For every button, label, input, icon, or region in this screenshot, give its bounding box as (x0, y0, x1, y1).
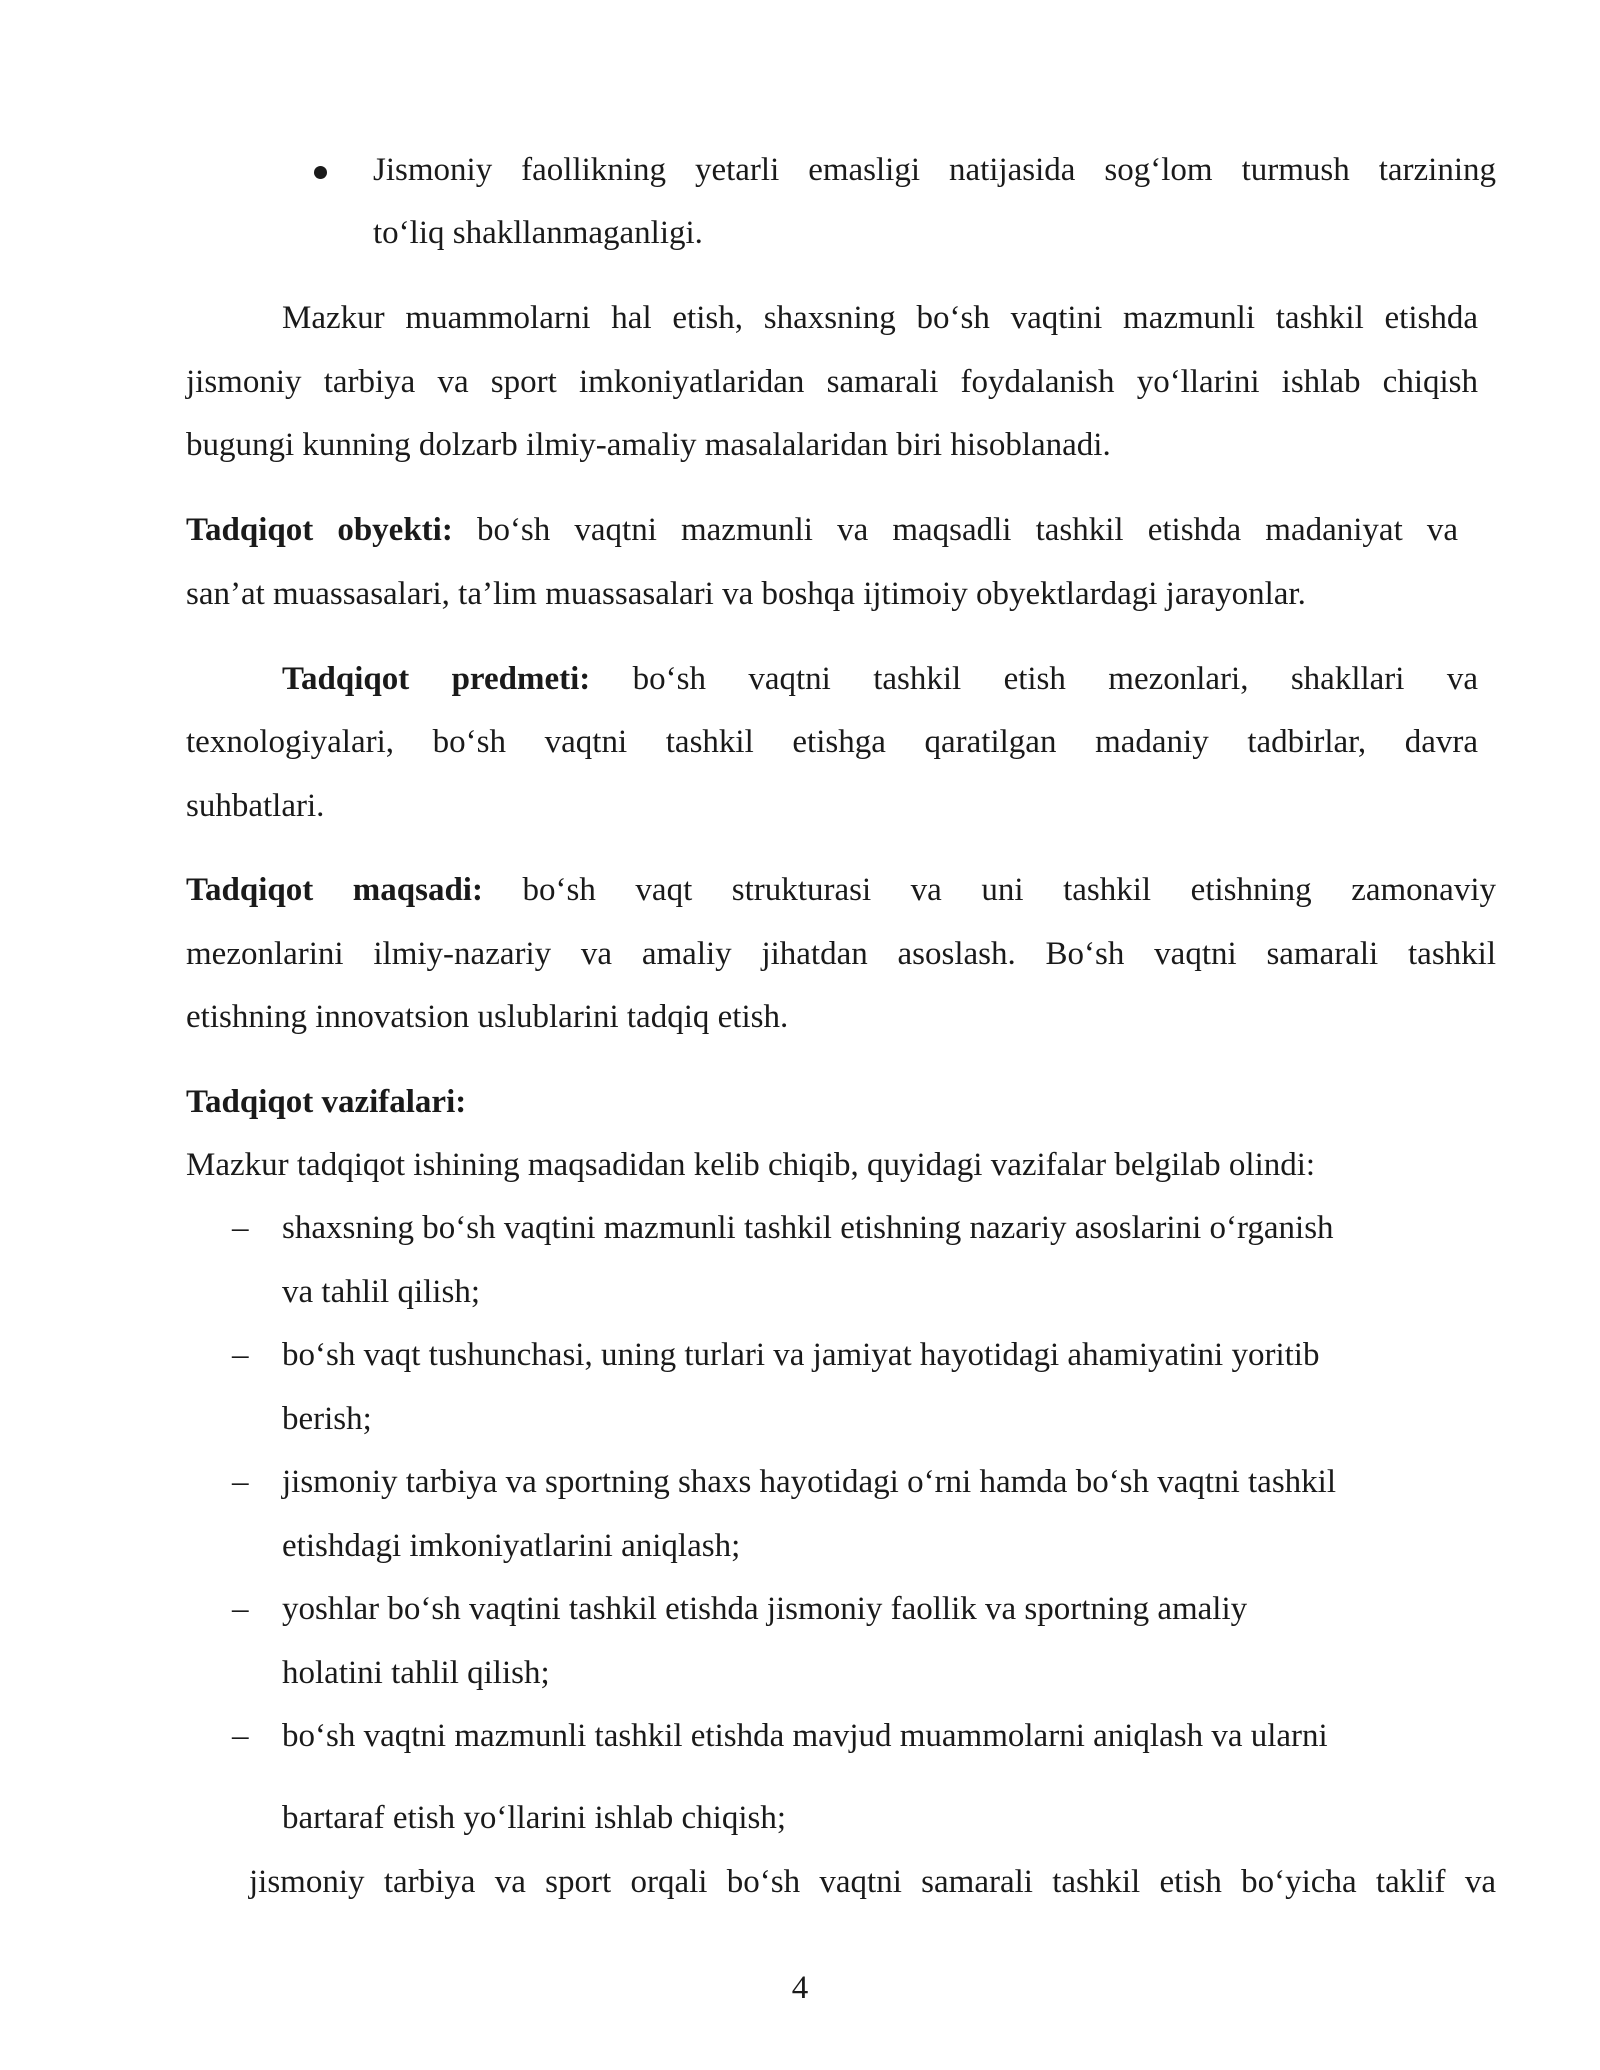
bullet-dot-icon (314, 166, 327, 179)
intro-paragraph-line-3: bugungi kunning dolzarb ilmiy-amaliy masalalaridan biri hisoblanadi. (186, 427, 1111, 463)
object-line-1 (186, 510, 1458, 550)
task-5-line-1: bo‘sh vaqtni mazmunli tashkil etishda mavjud muammolarni aniqlash va ularni (282, 1718, 1328, 1754)
goal-label: Tadqiqot maqsadi: (186, 872, 483, 908)
task-1-line-2: va tahlil qilish; (282, 1274, 480, 1310)
page-number: 4 (791, 1970, 809, 2006)
subject-line-3: suhbatlari. (186, 788, 325, 824)
subject-label: Tadqiqot predmeti: (282, 661, 591, 697)
subject-text-1: bo‘sh vaqtni tashkil etish mezonlari, shakllari va (590, 661, 1478, 697)
task-dash-3: – (232, 1464, 249, 1500)
bullet-item-line-1: Jismoniy faollikning yetarli emasligi natijasida sog‘lom turmush tarzining (373, 152, 1496, 188)
task-3-line-1: jismoniy tarbiya va sportning shaxs hayotidagi o‘rni hamda bo‘sh vaqtni tashkil (282, 1464, 1337, 1500)
task-dash-5: – (232, 1718, 249, 1754)
object-label: Tadqiqot obyekti: (186, 512, 453, 548)
goal-text-1: bo‘sh vaqt strukturasi va uni tashkil etishning zamonaviy (482, 872, 1496, 908)
goal-line-2: mezonlarini ilmiy-nazariy va amaliy jihatdan asoslash. Bo‘sh vaqtni samarali tashkil (186, 936, 1496, 972)
object-text-1: bo‘sh vaqtni mazmunli va maqsadli tashkil etishda madaniyat va (452, 512, 1459, 548)
goal-line-1 (186, 870, 1496, 910)
subject-line-2: texnologiyalari, bo‘sh vaqtni tashkil etishga qaratilgan madaniy tadbirlar, davra (186, 724, 1478, 760)
goal-line-3: etishning innovatsion uslublarini tadqiq etish. (186, 999, 789, 1035)
task-dash-2: – (232, 1337, 249, 1373)
tasks-intro: Mazkur tadqiqot ishining maqsadidan kelib chiqib, quyidagi vazifalar belgilab olindi: (186, 1147, 1316, 1183)
intro-paragraph-line-1: Mazkur muammolarni hal etish, shaxsning bo‘sh vaqtini mazmunli tashkil etishda (282, 300, 1478, 336)
bullet-item-line-2: to‘liq shakllanmaganligi. (373, 215, 703, 251)
task-2-line-2: berish; (282, 1401, 372, 1437)
task-4-line-1: yoshlar bo‘sh vaqtini tashkil etishda jismoniy faollik va sportning amaliy (282, 1591, 1248, 1627)
task-5-line-2: bartaraf etish yo‘llarini ishlab chiqish; (282, 1800, 787, 1836)
task-2-line-1: bo‘sh vaqt tushunchasi, uning turlari va jamiyat hayotidagi ahamiyatini yoritib (282, 1337, 1320, 1373)
subject-line-1 (282, 659, 1478, 699)
task-dash-4: – (232, 1591, 249, 1627)
object-line-2: san’at muassasalari, ta’lim muassasalari va boshqa ijtimoiy obyektlardagi jarayonlar. (186, 576, 1306, 612)
task-dash-1: – (232, 1210, 249, 1246)
tasks-heading: Tadqiqot vazifalari: (186, 1084, 467, 1120)
intro-paragraph-line-2: jismoniy tarbiya va sport imkoniyatlaridan samarali foydalanish yo‘llarini ishlab chiqish (186, 364, 1478, 400)
task-3-line-2: etishdagi imkoniyatlarini aniqlash; (282, 1528, 741, 1564)
tasks-last-line: jismoniy tarbiya va sport orqali bo‘sh vaqtni samarali tashkil etish bo‘yicha taklif va (249, 1864, 1496, 1900)
task-1-line-1: shaxsning bo‘sh vaqtini mazmunli tashkil etishning nazariy asoslarini o‘rganish (282, 1210, 1334, 1246)
task-4-line-2: holatini tahlil qilish; (282, 1655, 550, 1691)
